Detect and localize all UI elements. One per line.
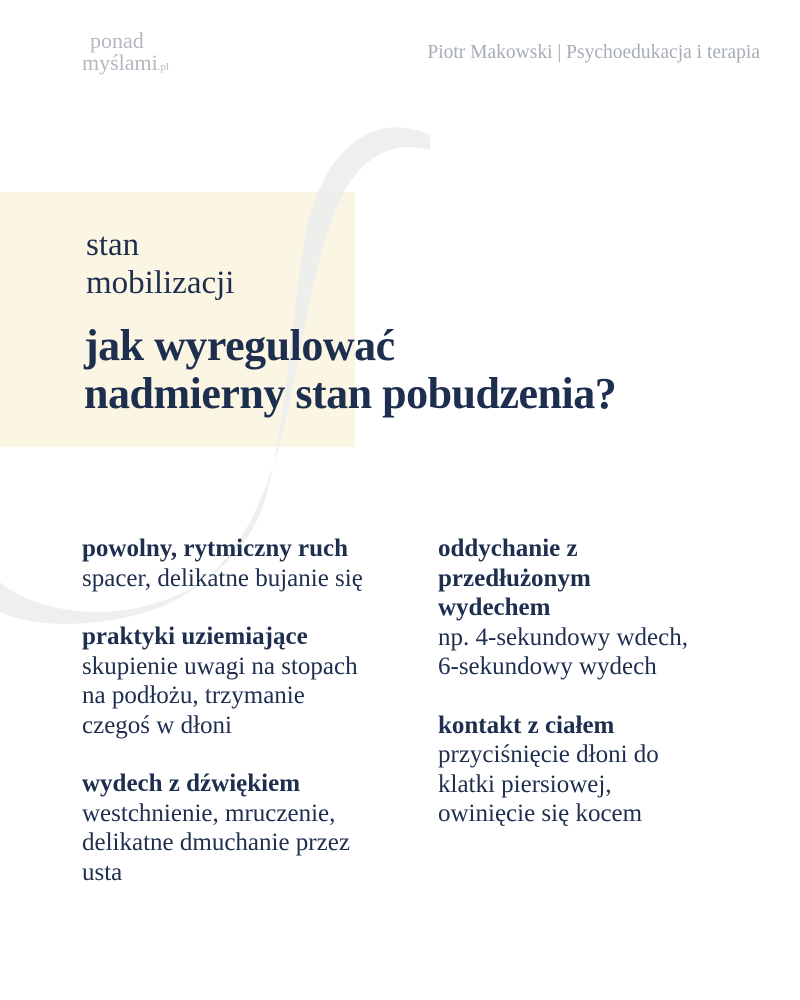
tip-title: wydechem <box>438 594 551 621</box>
tip-title: powolny, rytmiczny ruch <box>82 535 348 562</box>
brand-line2 <box>82 52 169 78</box>
tip-title: wydech z dźwiękiem <box>82 770 301 797</box>
tip-desc: klatki piersiowej, <box>438 770 612 798</box>
tip-item <box>438 711 768 829</box>
tip-item <box>82 769 412 887</box>
right-column <box>438 534 768 858</box>
eyebrow-line: stan <box>86 227 140 263</box>
title-line: jak wyregulować <box>84 321 395 370</box>
page-title <box>84 322 616 418</box>
tip-title: kontakt z ciałem <box>438 711 615 739</box>
eyebrow-heading <box>86 226 234 302</box>
brand-suffix: .pl <box>157 61 170 73</box>
tip-desc: delikatne dmuchanie przez <box>82 829 350 856</box>
tip-title: praktyki uziemiające <box>82 623 308 650</box>
tip-desc: np. 4-sekundowy wdech, <box>438 623 688 651</box>
tip-desc: czegoś w dłoni <box>82 711 232 739</box>
tip-item <box>82 534 412 593</box>
left-column <box>82 534 412 916</box>
tip-desc: 6-sekundowy wydech <box>438 653 657 680</box>
tip-title: oddychanie z <box>438 535 578 562</box>
brand-name: myślami <box>82 50 158 75</box>
tip-desc: skupienie uwagi na stopach <box>82 652 358 680</box>
tip-desc: spacer, delikatne bujanie się <box>82 564 363 592</box>
brand-logo <box>82 30 169 78</box>
tip-title: przedłużonym <box>438 564 591 592</box>
eyebrow-line: mobilizacji <box>86 265 235 301</box>
tip-item <box>82 622 412 740</box>
tip-desc: owinięcie się kocem <box>438 800 643 827</box>
header-author: Piotr Makowski | Psychoedukacja i terapia <box>427 42 760 63</box>
tip-desc: westchnienie, mruczenie, <box>82 799 336 827</box>
tip-desc: na podłożu, trzymanie <box>82 682 305 709</box>
title-line: nadmierny stan pobudzenia? <box>84 369 617 418</box>
tip-item <box>438 534 768 682</box>
tip-desc: usta <box>82 858 123 886</box>
tip-desc: przyciśnięcie dłoni do <box>438 741 659 768</box>
brand-line1: ponad <box>90 28 144 53</box>
